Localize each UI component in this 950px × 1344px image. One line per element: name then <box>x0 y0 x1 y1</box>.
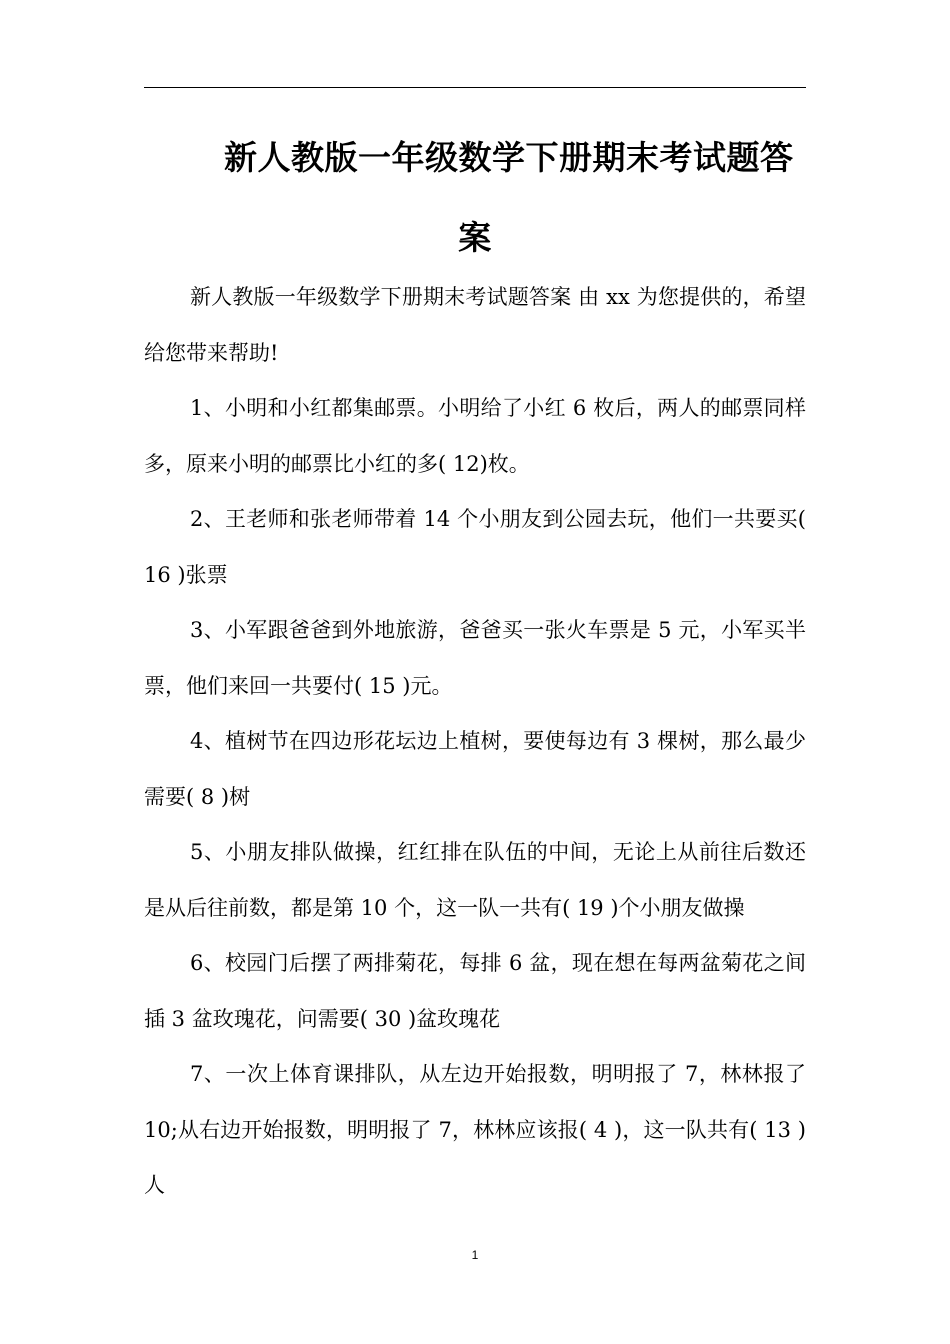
question-4: 4、植树节在四边形花坛边上植树，要使每边有 3 棵树，那么最少需要( 8 )树 <box>144 729 806 809</box>
title-line-1: 新人教版一年级数学下册期末考试题答 <box>224 138 794 177</box>
document-title <box>144 118 806 278</box>
title-line-2: 案 <box>458 218 492 257</box>
question-5: 5、小朋友排队做操，红红排在队伍的中间，无论上从前往后数还是从后往前数，都是第 10 个，这一队一共有( 19 )个小朋友做操 <box>144 840 806 920</box>
question-3: 3、小军跟爸爸到外地旅游，爸爸买一张火车票是 5 元，小军买半票，他们来回一共要付( 15 )元。 <box>144 618 806 698</box>
question-2: 2、王老师和张老师带着 14 个小朋友到公园去玩，他们一共要买( 16 )张票 <box>144 507 806 587</box>
question-6: 6、校园门后摆了两排菊花，每排 6 盆，现在想在每两盆菊花之间插 3 盆玫瑰花，问需要( 30 )盆玫瑰花 <box>144 951 806 1031</box>
page-number: 1 <box>471 1248 479 1262</box>
intro-paragraph: 新人教版一年级数学下册期末考试题答案 由 xx 为您提供的，希望给您带来帮助! <box>144 285 806 365</box>
question-1: 1、小明和小红都集邮票。小明给了小红 6 枚后，两人的邮票同样多，原来小明的邮票比小红的多( 12)枚。 <box>144 396 806 476</box>
header-rule <box>144 87 806 88</box>
document-body <box>144 270 806 1214</box>
question-7: 7、一次上体育课排队，从左边开始报数，明明报了 7，林林报了 10;从右边开始报数，明明报了 7，林林应该报( 4 )，这一队共有( 13 )人 <box>144 1062 806 1197</box>
